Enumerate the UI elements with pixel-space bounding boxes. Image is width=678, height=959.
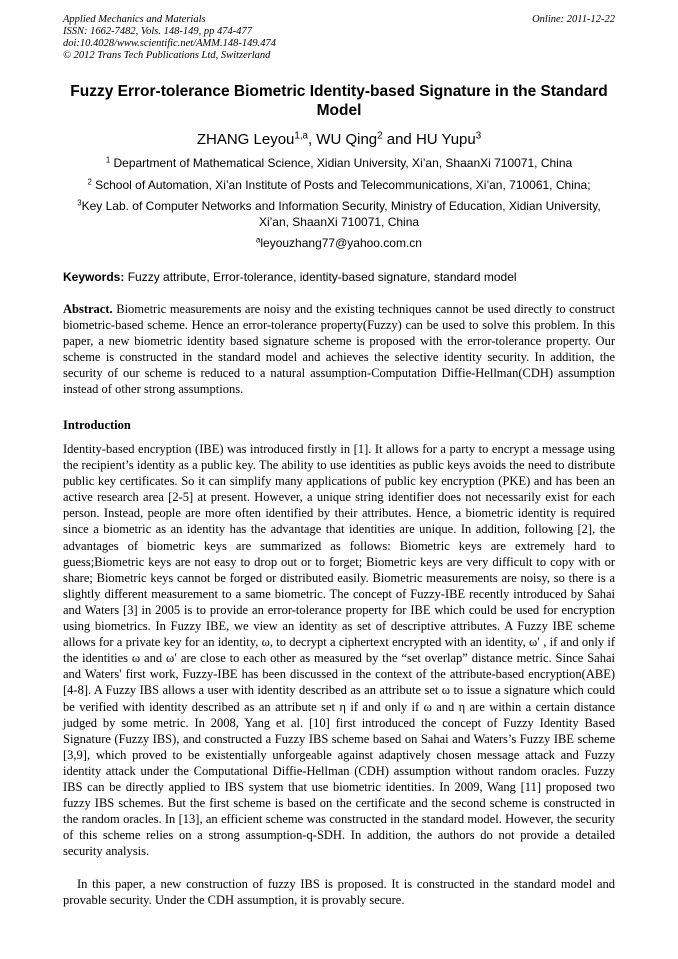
email-address: leyouzhang77@yahoo.com.cn (260, 236, 422, 250)
doi-line: doi:10.4028/www.scientific.net/AMM.148-149.474 (63, 38, 276, 49)
abstract-text: Biometric measurements are noisy and the existing techniques cannot be used directly to construct biometric-based scheme. Hence an error-tolerance property(Fuzzy) can be used to solve this problem. In this paper, a new biometric identity based signature scheme is proposed with the error-tolerance property. Our scheme is constructed in the standard model and achieves the selective identity security. In addition, the security of our scheme is reduced to a natural assumption-Computation Diffie-Hellman(CDH) assumption instead of other strong assumptions. (63, 302, 615, 397)
affiliation-mark: 1 (105, 155, 111, 165)
author-separator: and (382, 131, 416, 148)
issn-line: ISSN: 1662-7482, Vols. 148-149, pp 474-477 (63, 26, 252, 37)
author-line (63, 130, 615, 149)
keywords-label: Keywords: (63, 270, 125, 284)
affiliation (63, 178, 615, 194)
intro-paragraph: Identity-based encryption (IBE) was introduced firstly in [1]. It allows for a party to encrypt a message using the recipient’s identity as a public key. The ability to use identities as public keys avoids the need to distribute public key certificates. So it can simplify many applications of public key encryption (PKE) and has been an active research area [2-5] at present. However, a unique string identifier does not necessarily exist for each person. Instead, people are more often identified by their attributes. Hence, a biometric identity is required since a biometric as an identity has the advantage that identities are unique. In addition, following [2], the advantages of biometric keys are summarized as follows: Biometric keys are extremely hard to guess;Biometric keys are not easy to drop out or to forget; Biometric keys are very difficult to copy with or share; Biometric keys cannot be forged or distributed easily. Biometric measurements are noisy, so there is a slightly different measurement to a same biometric. The concept of Fuzzy-IBE recently introduced by Sahai and Waters [3] in 2005 is to provide an error-tolerance property for IBE which could be used for encryption using biometrics. In Fuzzy IBE, we view an identity as set of descriptive attributes. A Fuzzy IBE scheme allows for a private key for an identity, ω, to decrypt a ciphertext encrypted with an identity, ω′ , if and only if the identities ω and ω′ are close to each other as measured by the “set overlap” distance metric. Since Sahai and Waters' first work, Fuzzy-IBE has been discussed in the context of the attribute-based encryption(ABE)[4-8]. A Fuzzy IBS allows a user with identity described as an attribute set ω to issue a signature which could be verified with identity described as an attribute set η if and only if ω and η are within a certain distance judged by some metric. In 2008, Yang et al. [10] first introduced the concept of Fuzzy Identity Based Signature (Fuzzy IBS), and constructed a Fuzzy IBS scheme based on Sahai and Waters’s Fuzzy IBE scheme [3,9], which proved to be existentially unforgeable against adaptively chosen message attack and Fuzzy identity attack under the Computational Diffie-Hellman (CDH) assumption without random oracles. Fuzzy IBS can be directly applied to IBS system that use biometric identities. In 2009, Wang [11] proposed two fuzzy IBS schemes. But the first scheme is based on the certificate and the second scheme is constructed in the random oracles. In [13], an efficient scheme was constructed in the standard model. However, the security of this scheme relies on a strong assumption-q-SDH. In addition, the authors do not provide a detailed security analysis. (63, 442, 615, 859)
affiliation-text: School of Automation, Xi’an Institute of Posts and Telecommunications, Xi’an, 710061, China; (91, 178, 591, 192)
affiliation (63, 199, 615, 230)
paper-title: Fuzzy Error-tolerance Biometric Identity-based Signature in the Standard Model (70, 83, 608, 119)
section-heading: Introduction (63, 418, 131, 432)
affiliation-mark: a (256, 235, 261, 245)
author-separator: , (307, 131, 317, 148)
author-name: WU Qing (316, 131, 378, 148)
author-name: ZHANG Leyou (196, 131, 295, 148)
intro-paragraph: In this paper, a new construction of fuzzy IBS is proposed. It is constructed in the standard model and provable security. Under the CDH assumption, it is provably secure. (63, 877, 615, 908)
abstract-label: Abstract. (63, 302, 113, 316)
author-affiliation-mark: 2 (377, 130, 383, 142)
affiliation-text: Key Lab. of Computer Networks and Information Security, Ministry of Education, Xidian University, Xi’an, ShaanXi 710071, China (81, 199, 601, 229)
author-affiliation-mark: 1,a (294, 130, 308, 142)
keywords-text: Fuzzy attribute, Error-tolerance, identity-based signature, standard model (124, 270, 517, 284)
affiliation-mark: 2 (87, 177, 92, 187)
affiliation-text: Department of Mathematical Science, Xidian University, Xi’an, ShaanXi 710071, China (110, 156, 573, 170)
author-name: HU Yupu (415, 131, 476, 148)
abstract (63, 301, 615, 398)
online-date: Online: 2011-12-22 (532, 14, 615, 25)
affiliation-mark: 3 (77, 198, 82, 208)
affiliation (63, 156, 615, 172)
email (63, 236, 615, 252)
author-affiliation-mark: 3 (475, 130, 482, 142)
journal-name: Applied Mechanics and Materials (63, 14, 206, 25)
journal-header (63, 14, 615, 62)
copyright-line: © 2012 Trans Tech Publications Ltd, Switzerland (63, 50, 271, 61)
keywords (63, 270, 615, 285)
